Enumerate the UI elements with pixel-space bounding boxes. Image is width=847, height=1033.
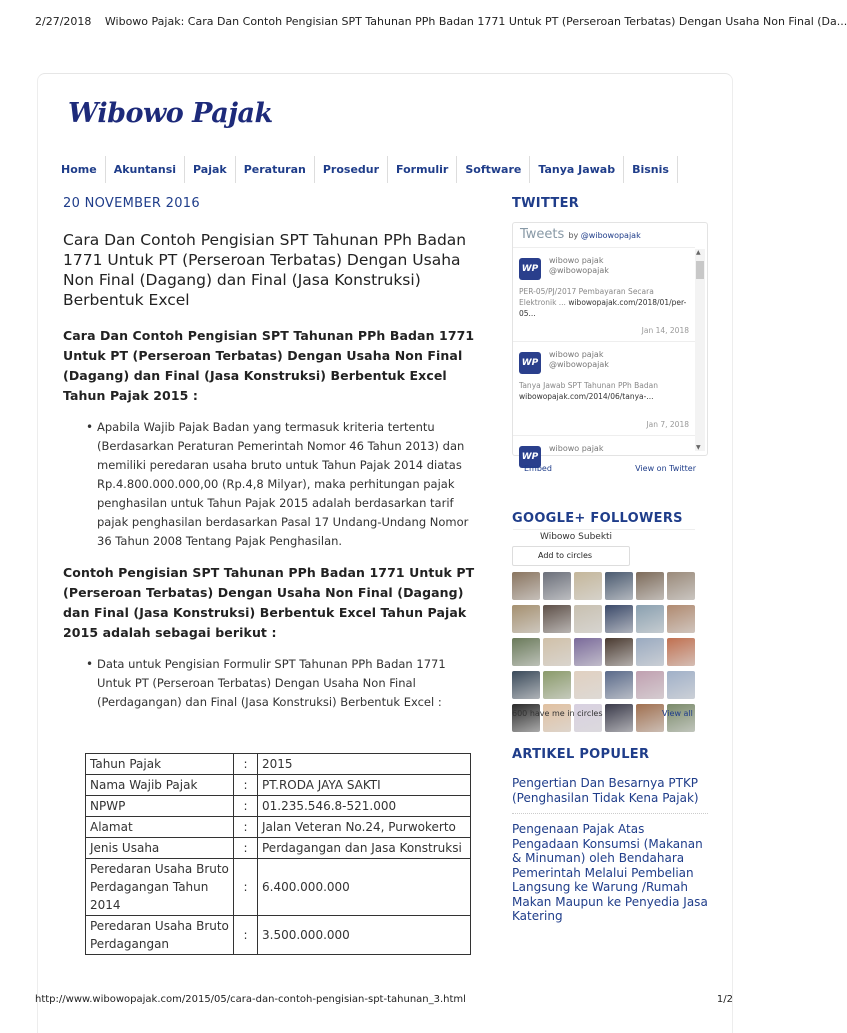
embed-link[interactable]: Embed — [524, 464, 552, 473]
cell-value: Jalan Veteran No.24, Purwokerto — [258, 817, 471, 838]
gplus-widget-title: GOOGLE+ FOLLOWERS — [512, 511, 683, 526]
intro-paragraph: Cara Dan Contoh Pengisian SPT Tahunan PPh Badan 1771 Untuk PT (Perseroan Terbatas) Dengan Usaha Non Final (Dagang) dan Final (Jasa Konstruksi) Berbentuk Excel Tahun Pajak 2015 : — [63, 328, 475, 403]
nav-bisnis[interactable]: Bisnis — [624, 156, 678, 183]
follower-avatar[interactable] — [667, 572, 695, 600]
tweets-header — [520, 227, 641, 242]
popular-article-link[interactable]: Pengenaan Pajak Atas Pengadaan Konsumsi (Makanan & Minuman) oleh Bendahara Pemerintah Melalui Pembelian Langsung ke Warung /Rumah Makan Maupun ke Penyedia Jasa Katering — [512, 822, 708, 923]
twitter-avatar-icon[interactable]: WP — [519, 446, 541, 468]
data-table — [85, 753, 471, 955]
tweet-text-main: PER-05/PJ/2017 Pembayaran Secara Elektronik ... — [519, 287, 654, 307]
print-date: 2/27/2018 — [35, 15, 92, 28]
nav-peraturan[interactable]: Peraturan — [236, 156, 315, 183]
cell-value: Perdagangan dan Jasa Konstruksi — [258, 838, 471, 859]
cell-label: Peredaran Usaha Bruto Perdagangan — [86, 916, 234, 955]
cell-label: Tahun Pajak — [86, 754, 234, 775]
table-row — [86, 796, 471, 817]
nav-home[interactable]: Home — [53, 156, 106, 183]
follower-avatar[interactable] — [543, 671, 571, 699]
add-to-circles-button[interactable]: Add to circles — [512, 546, 630, 566]
nav-pajak[interactable]: Pajak — [185, 156, 236, 183]
main-nav — [53, 156, 678, 183]
follower-avatar[interactable] — [605, 704, 633, 732]
print-header — [35, 15, 847, 28]
follower-avatar[interactable] — [605, 605, 633, 633]
post-date: 20 NOVEMBER 2016 — [63, 196, 200, 211]
follower-avatar[interactable] — [636, 605, 664, 633]
follower-avatar[interactable] — [636, 572, 664, 600]
tweet-author-handle[interactable]: @wibowopajak — [549, 266, 609, 275]
follower-avatar[interactable] — [512, 572, 540, 600]
tweets-label: Tweets — [520, 227, 565, 242]
tweet-author-name[interactable]: wibowo pajak — [549, 256, 604, 265]
scrollbar-thumb[interactable] — [696, 261, 704, 279]
cell-sep: : — [234, 817, 258, 838]
print-title: Wibowo Pajak: Cara Dan Contoh Pengisian SPT Tahunan PPh Badan 1771 Untuk PT (Perseroan Terbatas) Dengan Usaha Non Final (Da... — [104, 15, 847, 28]
twitter-footer — [512, 464, 708, 473]
tweets-handle-link[interactable]: @wibowopajak — [580, 231, 641, 240]
follower-avatar[interactable] — [636, 671, 664, 699]
cell-sep: : — [234, 754, 258, 775]
second-paragraph: Contoh Pengisian SPT Tahunan PPh Badan 1771 Untuk PT (Perseroan Terbatas) Dengan Usaha Non Final (Dagang) dan Final (Jasa Konstruksi) Berbentuk Excel Tahun Pajak 2015 adalah sebagai berikut : — [63, 565, 475, 640]
tweet-item[interactable] — [513, 248, 695, 342]
view-all-link[interactable]: View all — [662, 709, 693, 718]
bullet-list — [97, 418, 481, 551]
cell-sep: : — [234, 916, 258, 955]
cell-value: 6.400.000.000 — [258, 859, 471, 916]
follower-avatar[interactable] — [543, 605, 571, 633]
post-body — [63, 326, 481, 724]
cell-sep: : — [234, 838, 258, 859]
popular-widget-title: ARTIKEL POPULER — [512, 747, 650, 762]
twitter-avatar-icon[interactable]: WP — [519, 352, 541, 374]
cell-label: NPWP — [86, 796, 234, 817]
tweet-text — [519, 380, 689, 402]
print-url: http://www.wibowopajak.com/2015/05/cara-dan-contoh-pengisian-spt-tahunan_3.html — [35, 994, 466, 1005]
tweet-scrollbar[interactable] — [695, 249, 705, 451]
tweet-link[interactable]: wibowopajak.com/2018/01/per-05... — [519, 298, 687, 318]
blog-title[interactable]: Wibowo Pajak — [68, 98, 273, 129]
scroll-up-icon[interactable]: ▲ — [696, 249, 701, 256]
cell-label: Nama Wajib Pajak — [86, 775, 234, 796]
follower-avatar[interactable] — [574, 572, 602, 600]
cell-value: 3.500.000.000 — [258, 916, 471, 955]
follower-avatar[interactable] — [512, 605, 540, 633]
cell-label: Peredaran Usaha Bruto Perdagangan Tahun 2014 — [86, 859, 234, 916]
scroll-down-icon[interactable]: ▼ — [696, 444, 701, 451]
tweet-date[interactable]: Jan 7, 2018 — [646, 420, 689, 429]
cell-sep: : — [234, 859, 258, 916]
cell-label: Jenis Usaha — [86, 838, 234, 859]
tweet-author-name[interactable]: wibowo pajak — [549, 350, 604, 359]
cell-value: 2015 — [258, 754, 471, 775]
bullet-list — [97, 655, 481, 712]
follower-avatar[interactable] — [543, 572, 571, 600]
follower-avatar[interactable] — [636, 704, 664, 732]
table-row — [86, 754, 471, 775]
view-on-twitter-link[interactable]: View on Twitter — [635, 464, 696, 473]
tweet-text — [519, 286, 689, 319]
cell-sep: : — [234, 796, 258, 817]
follower-avatar[interactable] — [605, 638, 633, 666]
tweet-item[interactable] — [513, 342, 695, 436]
table-row — [86, 817, 471, 838]
tweet-author-handle[interactable]: @wibowopajak — [549, 360, 609, 369]
tweet-date[interactable]: Jan 14, 2018 — [641, 326, 689, 335]
table-row — [86, 859, 471, 916]
follower-avatar[interactable] — [574, 638, 602, 666]
follower-avatar[interactable] — [574, 605, 602, 633]
twitter-avatar-icon[interactable]: WP — [519, 258, 541, 280]
cell-label: Alamat — [86, 817, 234, 838]
twitter-widget-title: TWITTER — [512, 196, 580, 211]
table-row — [86, 916, 471, 955]
follower-avatar[interactable] — [512, 638, 540, 666]
cell-value: PT.RODA JAYA SAKTI — [258, 775, 471, 796]
cell-value: 01.235.546.8-521.000 — [258, 796, 471, 817]
post-title: Cara Dan Contoh Pengisian SPT Tahunan PPh Badan 1771 Untuk PT (Perseroan Terbatas) Dengan Usaha Non Final (Dagang) dan Final (Jasa Konstruksi) Berbentuk Excel — [63, 231, 467, 309]
twitter-timeline[interactable] — [512, 222, 708, 462]
tweet-link[interactable]: wibowopajak.com/2014/06/tanya-... — [519, 392, 654, 401]
nav-software[interactable]: Software — [457, 156, 530, 183]
follower-avatar[interactable] — [574, 671, 602, 699]
nav-akuntansi[interactable]: Akuntansi — [106, 156, 185, 183]
follower-avatar[interactable] — [667, 671, 695, 699]
tweet-text-main: Tanya Jawab SPT Tahunan PPh Badan — [519, 381, 659, 390]
cell-sep: : — [234, 775, 258, 796]
print-footer — [35, 994, 733, 1005]
table-row — [86, 838, 471, 859]
nav-tanya-jawab[interactable]: Tanya Jawab — [530, 156, 624, 183]
follower-avatar[interactable] — [636, 638, 664, 666]
tweets-by: by — [568, 231, 579, 240]
follower-avatar[interactable] — [512, 671, 540, 699]
follower-avatar[interactable] — [605, 572, 633, 600]
popular-article-link[interactable]: Pengertian Dan Besarnya PTKP (Penghasilan Tidak Kena Pajak) — [512, 776, 708, 814]
follower-avatar[interactable] — [605, 671, 633, 699]
popular-list — [512, 776, 708, 940]
print-page-number: 1/2 — [716, 994, 733, 1005]
follower-avatar[interactable] — [667, 638, 695, 666]
table-row — [86, 775, 471, 796]
gplus-profile-name[interactable]: Wibowo Subekti — [540, 532, 613, 542]
nav-prosedur[interactable]: Prosedur — [315, 156, 388, 183]
tweet-author-name[interactable]: wibowo pajak — [549, 444, 604, 453]
bullet-item: • Data untuk Pengisian Formulir SPT Tahunan PPh Badan 1771 Untuk PT (Perseroan Terbatas) Dengan Usaha Non Final (Perdagangan) dan Final (Jasa Konstruksi) Berbentuk Excel : — [97, 655, 481, 712]
nav-formulir[interactable]: Formulir — [388, 156, 457, 183]
tweet-list — [513, 247, 695, 462]
follower-avatar[interactable] — [667, 605, 695, 633]
follower-grid — [512, 572, 692, 732]
follower-avatar[interactable] — [543, 638, 571, 666]
follower-count: 600 have me in circles — [512, 709, 603, 718]
bullet-item: • Apabila Wajib Pajak Badan yang termasuk kriteria tertentu (Berdasarkan Peraturan Pemerintah Nomor 46 Tahun 2013) dan memiliki peredaran usaha bruto untuk Tahun Pajak 2014 diatas Rp.4.800.000.000,00 (Rp.4,8 Milyar), maka perhitungan pajak penghasilan untuk Tahun Pajak 2015 adalah berdasarkan tarif pajak penghasilan berdasarkan Pasal 17 Undang-Undang Nomor 36 Tahun 2008 Tentang Pajak Penghasilan. — [97, 418, 481, 551]
